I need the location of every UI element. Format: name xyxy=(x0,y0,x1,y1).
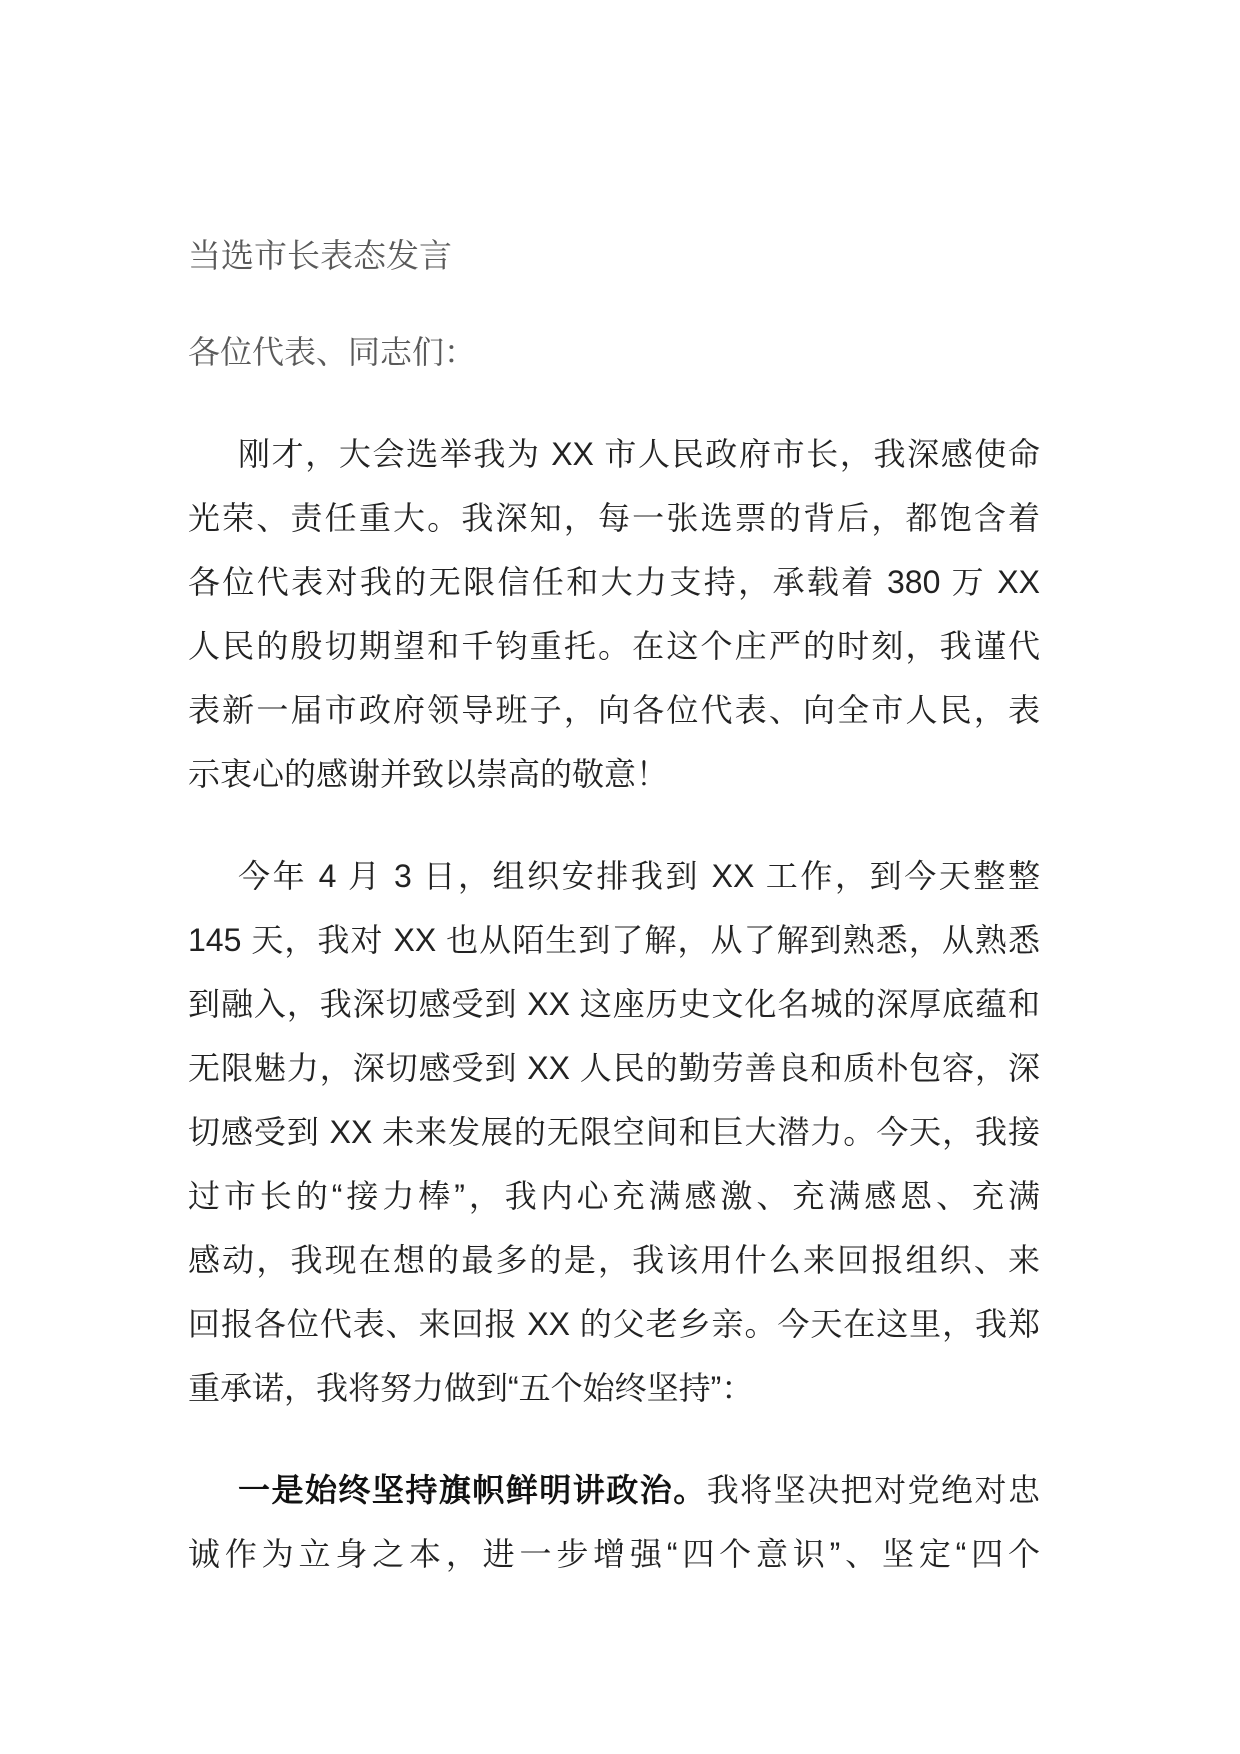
text-line xyxy=(188,1458,1040,1522)
text-line xyxy=(188,1100,1040,1164)
text-line xyxy=(188,1228,1040,1292)
text-line xyxy=(188,678,1040,742)
text-line xyxy=(188,550,1040,614)
text-line xyxy=(188,844,1040,908)
text-line xyxy=(188,1164,1040,1228)
text-segment: 今年 4 月 3 日，组织安排我到 XX 工作，到今天整整 xyxy=(238,858,1040,894)
text-segment: 过市长的“接力棒”，我内心充满感激、充满感恩、充满 xyxy=(188,1178,1040,1214)
text-segment: 诚作为立身之本，进一步增强“四个意识”、坚定“四个 xyxy=(188,1536,1040,1572)
text-line xyxy=(188,486,1040,550)
text-segment: 回报各位代表、来回报 XX 的父老乡亲。今天在这里，我郑 xyxy=(188,1306,1040,1342)
text-segment: 切感受到 XX 未来发展的无限空间和巨大潜力。今天，我接 xyxy=(188,1114,1040,1150)
document-body xyxy=(188,422,1040,1586)
text-segment: 各位代表对我的无限信任和大力支持，承载着 380 万 XX xyxy=(188,564,1040,600)
text-line xyxy=(188,1522,1040,1586)
text-segment: 重承诺，我将努力做到“五个始终坚持”： xyxy=(188,1370,754,1406)
text-segment: 145 天，我对 XX 也从陌生到了解，从了解到熟悉，从熟悉 xyxy=(188,922,1040,958)
text-segment: 光荣、责任重大。我深知，每一张选票的背后，都饱含着 xyxy=(188,500,1040,536)
text-line xyxy=(188,1036,1040,1100)
paragraph xyxy=(188,1458,1040,1586)
paragraph xyxy=(188,422,1040,806)
text-line xyxy=(188,908,1040,972)
text-line xyxy=(188,614,1040,678)
text-segment: 感动，我现在想的最多的是，我该用什么来回报组织、来 xyxy=(188,1242,1040,1278)
text-line xyxy=(188,1356,1040,1420)
bold-text-segment: 一是始终坚持旗帜鲜明讲政治。 xyxy=(238,1472,707,1508)
text-line xyxy=(188,1292,1040,1356)
text-line xyxy=(188,972,1040,1036)
document-title: 当选市长表态发言 xyxy=(188,237,452,274)
text-segment: 刚才，大会选举我为 XX 市人民政府市长，我深感使命 xyxy=(238,436,1040,472)
text-segment: 我将坚决把对党绝对忠 xyxy=(706,1472,1040,1508)
paragraph xyxy=(188,844,1040,1420)
salutation: 各位代表、同志们： xyxy=(188,334,477,370)
text-segment: 到融入，我深切感受到 XX 这座历史文化名城的深厚底蕴和 xyxy=(188,986,1040,1022)
text-line xyxy=(188,422,1040,486)
text-segment: 人民的殷切期望和千钧重托。在这个庄严的时刻，我谨代 xyxy=(188,628,1040,664)
text-segment: 无限魅力，深切感受到 XX 人民的勤劳善良和质朴包容，深 xyxy=(188,1050,1040,1086)
text-segment: 表新一届市政府领导班子，向各位代表、向全市人民，表 xyxy=(188,692,1040,728)
text-line xyxy=(188,742,1040,806)
text-segment: 示衷心的感谢并致以崇高的敬意！ xyxy=(188,756,669,792)
